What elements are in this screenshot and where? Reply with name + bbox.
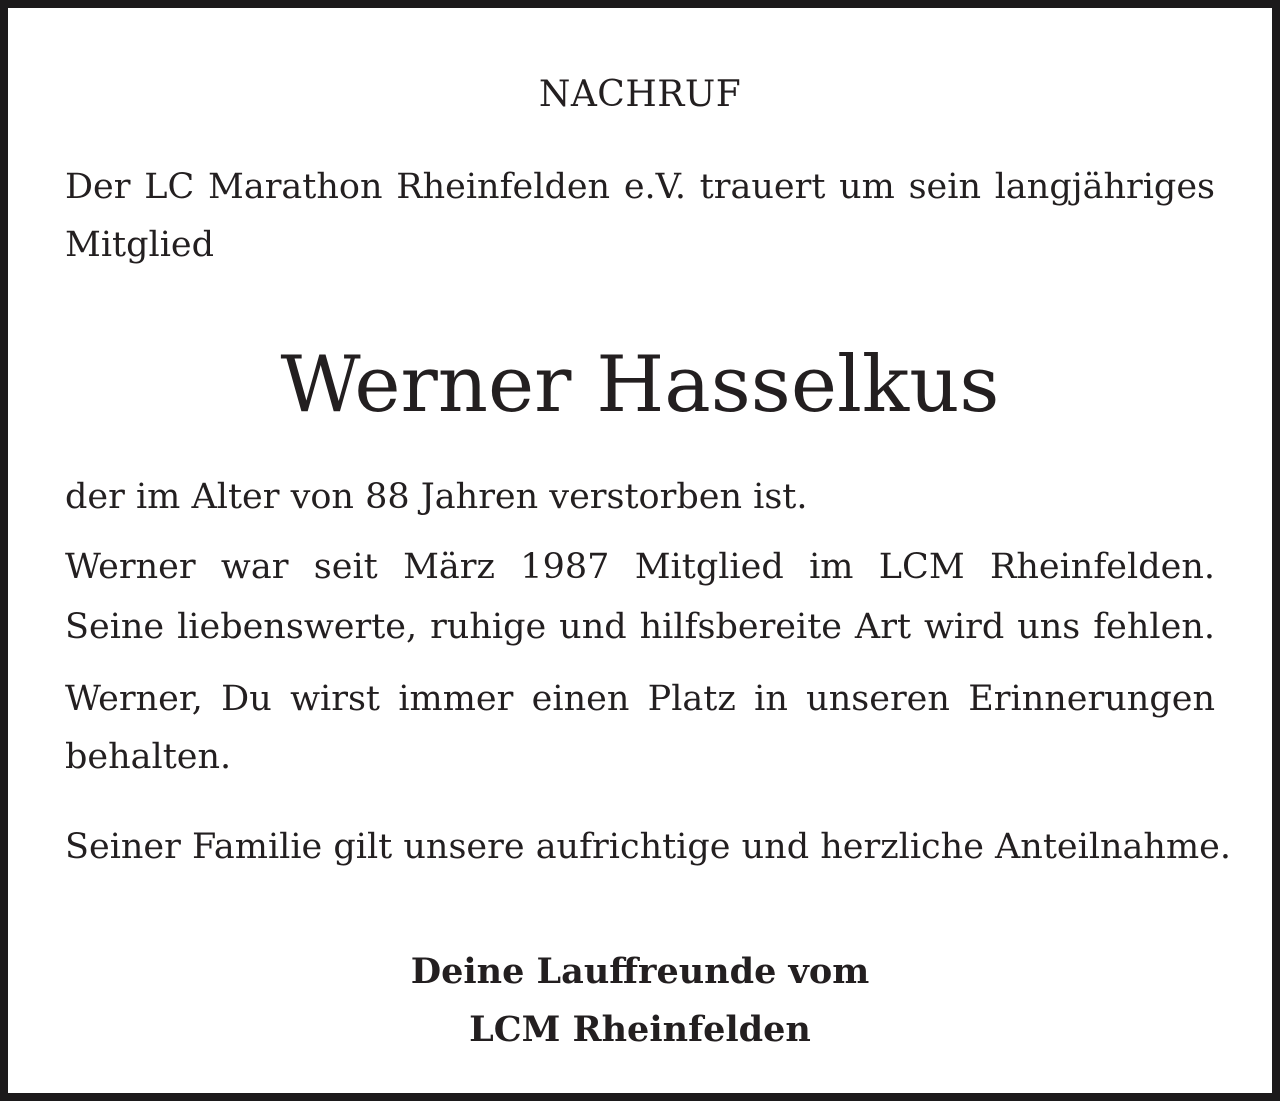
signature-line-1: Deine Lauffreunde vom: [410, 951, 870, 992]
memory-line-2: behalten.: [65, 737, 232, 777]
obituary-notice: [8, 8, 1272, 1093]
intro-line-1: Der LC Marathon Rheinfelden e.V. trauert um sein langjähriges: [65, 167, 1215, 207]
heading: NACHRUF: [538, 74, 742, 115]
intro-line-2: Mitglied: [65, 225, 215, 265]
deceased-name: Werner Hasselkus: [280, 340, 1000, 430]
condolence-line: Seiner Familie gilt unsere aufrichtige und herzliche Anteilnahme.: [65, 827, 1231, 867]
signature-line-2: LCM Rheinfelden: [469, 1009, 811, 1050]
age-line: der im Alter von 88 Jahren verstorben ist.: [65, 477, 808, 517]
memory-line-1: Werner, Du wirst immer einen Platz in unseren Erinnerungen: [65, 679, 1215, 719]
membership-line-1: Werner war seit März 1987 Mitglied im LCM Rheinfelden.: [65, 547, 1215, 587]
membership-line-2: Seine liebenswerte, ruhige und hilfsbereite Art wird uns fehlen.: [65, 607, 1215, 647]
